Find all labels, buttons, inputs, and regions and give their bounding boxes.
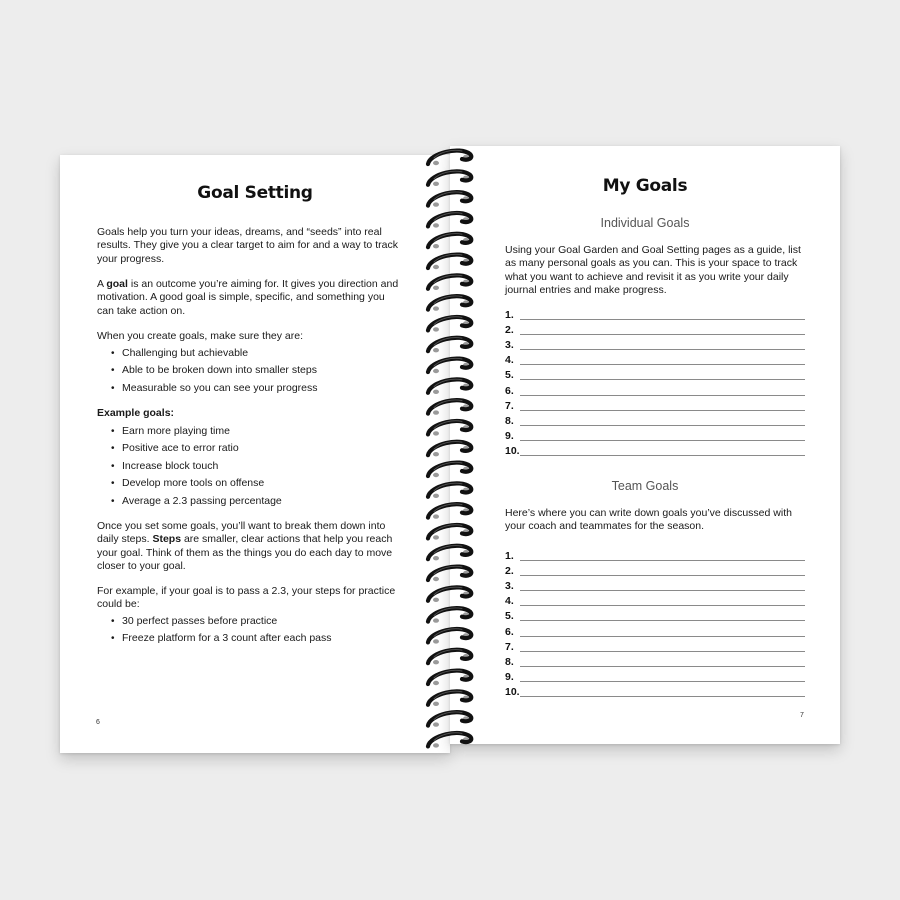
line-number: 1. [505, 550, 514, 563]
line-number: 7. [505, 399, 514, 412]
goal-line[interactable] [505, 412, 805, 427]
team-goals-lines [505, 547, 805, 698]
write-line[interactable] [520, 695, 805, 697]
goal-definition-paragraph [97, 278, 402, 318]
goal-line[interactable] [505, 442, 805, 457]
team-goals-text: Here’s where you can write down goals you’ve discussed with your coach and teammates for the season. [505, 507, 792, 533]
write-line[interactable] [520, 333, 805, 335]
page-number: 6 [96, 719, 100, 726]
line-number: 10. [505, 444, 520, 457]
write-line[interactable] [520, 348, 805, 350]
goal-line[interactable] [505, 683, 805, 698]
write-line[interactable] [520, 635, 805, 637]
write-line[interactable] [520, 394, 805, 396]
goal-line[interactable] [505, 592, 805, 607]
write-line[interactable] [520, 559, 805, 561]
line-number: 8. [505, 414, 514, 427]
practice-steps-list [97, 615, 402, 650]
steps-paragraph [97, 520, 402, 574]
individual-goals-heading: Individual Goals [600, 216, 690, 230]
page-number: 7 [800, 712, 804, 719]
steps-prefix: Once you set some goals, you’ll want to break them down into daily steps. [97, 520, 386, 546]
list-item: • Challenging but achievable [97, 347, 402, 360]
line-number: 3. [505, 580, 514, 593]
write-line[interactable] [520, 650, 805, 652]
line-number: 6. [505, 384, 514, 397]
list-item: • Earn more playing time [97, 425, 402, 438]
line-number: 10. [505, 685, 520, 698]
list-item: • Able to be broken down into smaller steps [97, 364, 402, 377]
goal-line[interactable] [505, 321, 805, 336]
write-line[interactable] [520, 680, 805, 682]
list-item: • Positive ace to error ratio [97, 442, 402, 455]
write-line[interactable] [520, 378, 805, 380]
line-number: 9. [505, 429, 514, 442]
goal-line[interactable] [505, 622, 805, 637]
line-number: 5. [505, 610, 514, 623]
write-line[interactable] [520, 409, 805, 411]
individual-goals-lines [505, 306, 805, 457]
line-number: 2. [505, 324, 514, 337]
list-item: • Average a 2.3 passing percentage [97, 495, 402, 508]
for-example-paragraph: For example, if your goal is to pass a 2.3, your steps for practice could be: [97, 585, 396, 611]
goal-line[interactable] [505, 577, 805, 592]
examples-heading: Example goals: [97, 407, 175, 419]
write-line[interactable] [520, 589, 805, 591]
write-line[interactable] [520, 439, 805, 441]
goal-def-rest: is an outcome you’re aiming for. It gives you direction and motivation. A good goal is simple, specific, and something you can take action on. [97, 278, 399, 317]
line-number: 6. [505, 625, 514, 638]
list-item: • Develop more tools on offense [97, 477, 402, 490]
list-item: • 30 perfect passes before practice [97, 615, 402, 628]
goal-line[interactable] [505, 562, 805, 577]
list-item: • Measurable so you can see your progress [97, 382, 402, 395]
goal-line[interactable] [505, 381, 805, 396]
line-number: 4. [505, 595, 514, 608]
examples-list [97, 425, 402, 512]
line-number: 3. [505, 339, 514, 352]
line-number: 7. [505, 640, 514, 653]
goal-line[interactable] [505, 638, 805, 653]
make-sure-text: When you create goals, make sure they are: [97, 330, 304, 342]
line-number: 2. [505, 565, 514, 578]
individual-goals-text: Using your Goal Garden and Goal Setting pages as a guide, list as many personal goals as you can. This is your space to track what you want to achieve and revisit it as you write your daily journal entries and make progress. [505, 244, 801, 297]
goal-def-prefix: A [97, 278, 107, 290]
line-number: 9. [505, 670, 514, 683]
criteria-list [97, 347, 402, 399]
goal-line[interactable] [505, 668, 805, 683]
steps-rest: are smaller, clear actions that help you reach your goal. Think of them as the things you do each day to move closer to your goal. [97, 533, 393, 573]
page-title: My Goals [602, 176, 688, 196]
write-line[interactable] [520, 363, 805, 365]
goal-line[interactable] [505, 336, 805, 351]
goal-line[interactable] [505, 653, 805, 668]
line-number: 8. [505, 655, 514, 668]
list-item: • Increase block touch [97, 460, 402, 473]
write-line[interactable] [520, 424, 805, 426]
left-page [60, 155, 450, 753]
write-line[interactable] [520, 574, 805, 576]
goal-line[interactable] [505, 306, 805, 321]
right-page [450, 146, 840, 744]
write-line[interactable] [520, 454, 805, 456]
line-number: 1. [505, 309, 514, 322]
line-number: 5. [505, 369, 514, 382]
write-line[interactable] [520, 604, 805, 606]
goal-term: goal [106, 278, 128, 290]
goal-line[interactable] [505, 397, 805, 412]
line-number: 4. [505, 354, 514, 367]
goal-line[interactable] [505, 547, 805, 562]
write-line[interactable] [520, 619, 805, 621]
goal-line[interactable] [505, 366, 805, 381]
goal-line[interactable] [505, 427, 805, 442]
write-line[interactable] [520, 665, 805, 667]
goal-line[interactable] [505, 607, 805, 622]
goal-line[interactable] [505, 351, 805, 366]
list-item: • Freeze platform for a 3 count after each pass [97, 632, 402, 645]
team-goals-heading: Team Goals [611, 479, 679, 493]
page-title: Goal Setting [197, 183, 313, 203]
write-line[interactable] [520, 318, 805, 320]
intro-paragraph: Goals help you turn your ideas, dreams, and “seeds” into real results. They give you a clear target to aim for and a way to track your progress. [97, 226, 398, 265]
steps-term: Steps [152, 533, 182, 546]
